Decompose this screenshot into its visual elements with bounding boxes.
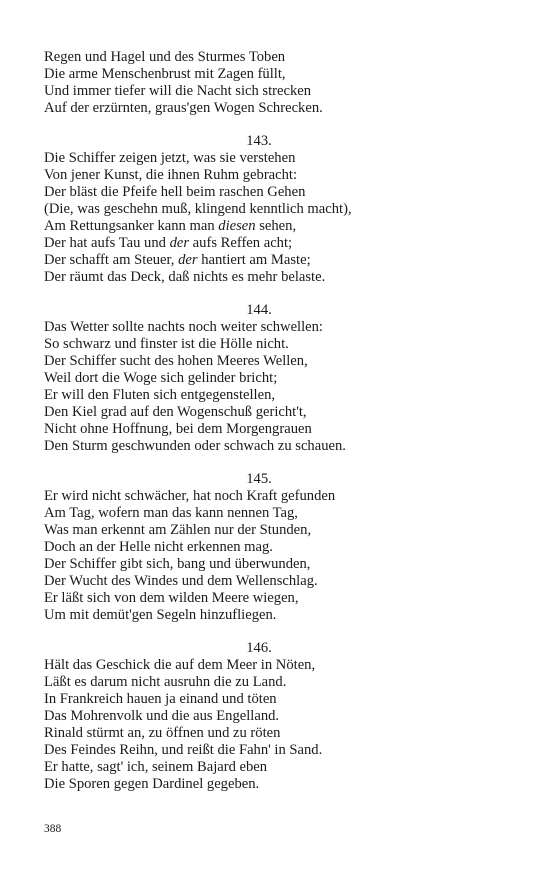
verse-text: Der Wucht des Windes und dem Wellenschlag. (44, 573, 318, 589)
verse-line (44, 505, 474, 522)
verse-line (44, 438, 474, 455)
verse-text: hantiert am Maste; (197, 252, 311, 268)
verse-line (44, 522, 474, 539)
verse-text: Der Schiffer sucht des hohen Meeres Wellen, (44, 353, 308, 369)
italic-word: diesen (218, 218, 256, 234)
verse-text: Nicht ohne Hoffnung, bei dem Morgengrauen (44, 421, 312, 437)
stanza-number: 146. (246, 640, 272, 656)
verse-line (44, 742, 474, 759)
verse-text: Die arme Menschenbrust mit Zagen füllt, (44, 66, 286, 82)
stanza (44, 471, 474, 624)
verse-text: Rinald stürmt an, zu öffnen und zu röten (44, 725, 281, 741)
verse-line (44, 150, 474, 167)
verse-text: Der bläst die Pfeife hell beim raschen Gehen (44, 184, 306, 200)
verse-line (44, 488, 474, 505)
verse-text: Der schafft am Steuer, (44, 252, 179, 268)
verse-text: So schwarz und finster ist die Hölle nicht. (44, 336, 289, 352)
verse-line (44, 353, 474, 370)
verse-text: sehen, (255, 218, 297, 234)
verse-text: Er hatte, sagt' ich, seinem Bajard eben (44, 759, 268, 775)
stanza (44, 302, 474, 455)
verse-text: Das Wetter sollte nachts noch weiter schwellen: (44, 319, 323, 335)
verse-line (44, 83, 474, 100)
verse-text: Auf der erzürnten, graus'gen Wogen Schrecken. (44, 100, 323, 116)
verse-line (44, 691, 474, 708)
verse-line (44, 218, 474, 235)
verse-text: Die Schiffer zeigen jetzt, was sie verstehen (44, 150, 296, 166)
verse-text: Die Sporen gegen Dardinel gegeben. (44, 776, 260, 792)
stanza-number: 143. (246, 133, 272, 149)
verse-line (44, 336, 474, 353)
stanza (44, 640, 474, 793)
verse-text: Des Feindes Reihn, und reißt die Fahn' in Sand. (44, 742, 323, 758)
verse-line (44, 404, 474, 421)
verse-text: Doch an der Helle nicht erkennen mag. (44, 539, 273, 555)
stanza (44, 133, 474, 286)
verse-line (44, 421, 474, 438)
verse-text: Er wird nicht schwächer, hat noch Kraft gefunden (44, 488, 336, 504)
verse-line (44, 590, 474, 607)
stanza (44, 49, 474, 117)
italic-word: der (178, 252, 198, 268)
verse-text: Hält das Geschick die auf dem Meer in Nöten, (44, 657, 316, 673)
verse-text: Der Schiffer gibt sich, bang und überwunden, (44, 556, 311, 572)
verse-line (44, 319, 474, 336)
verse-line (44, 201, 474, 218)
verse-line (44, 708, 474, 725)
verse-text: Er will den Fluten sich entgegenstellen, (44, 387, 276, 403)
verse-text: Von jener Kunst, die ihnen Ruhm gebracht: (44, 167, 298, 183)
verse-line (44, 252, 474, 269)
verse-text: (Die, was geschehn muß, klingend kenntlich macht), (44, 201, 352, 217)
verse-line (44, 370, 474, 387)
verse-text: Das Mohrenvolk und die aus Engelland. (44, 708, 280, 724)
verse-line (44, 100, 474, 117)
verse-text: Der räumt das Deck, daß nichts es mehr belaste. (44, 269, 326, 285)
verse-line (44, 539, 474, 556)
verse-text: Weil dort die Woge sich gelinder bricht; (44, 370, 278, 386)
stanza-number: 145. (246, 471, 272, 487)
verse-line (44, 607, 474, 624)
verse-text: aufs Reffen acht; (189, 235, 293, 251)
verse-text: Am Rettungsanker kann man (44, 218, 219, 234)
stanza-number: 144. (246, 302, 272, 318)
verse-line (44, 167, 474, 184)
verse-text: Was man erkennt am Zählen nur der Stunden, (44, 522, 312, 538)
verse-text: Er läßt sich von dem wilden Meere wiegen, (44, 590, 299, 606)
verse-text: Und immer tiefer will die Nacht sich strecken (44, 83, 312, 99)
poem-page (44, 49, 474, 793)
verse-line (44, 66, 474, 83)
verse-line (44, 235, 474, 252)
verse-text: Um mit demüt'gen Segeln hinzufliegen. (44, 607, 277, 623)
verse-text: Am Tag, wofern man das kann nennen Tag, (44, 505, 298, 521)
verse-line (44, 674, 474, 691)
verse-text: Den Sturm geschwunden oder schwach zu schauen. (44, 438, 346, 454)
italic-word: der (169, 235, 190, 251)
page-number: 388 (44, 823, 62, 835)
verse-line (44, 184, 474, 201)
verse-line (44, 657, 474, 674)
verse-text: Läßt es darum nicht ausruhn die zu Land. (44, 674, 287, 690)
verse-text: Den Kiel grad auf den Wogenschuß gericht't, (44, 404, 307, 420)
verse-line (44, 49, 474, 66)
verse-line (44, 725, 474, 742)
verse-line (44, 776, 474, 793)
verse-line (44, 573, 474, 590)
verse-text: Regen und Hagel und des Sturmes Toben (44, 49, 286, 65)
verse-line (44, 269, 474, 286)
verse-line (44, 759, 474, 776)
verse-line (44, 387, 474, 404)
verse-line (44, 556, 474, 573)
verse-text: Der hat aufs Tau und (44, 235, 170, 251)
verse-text: In Frankreich hauen ja einand und töten (44, 691, 277, 707)
